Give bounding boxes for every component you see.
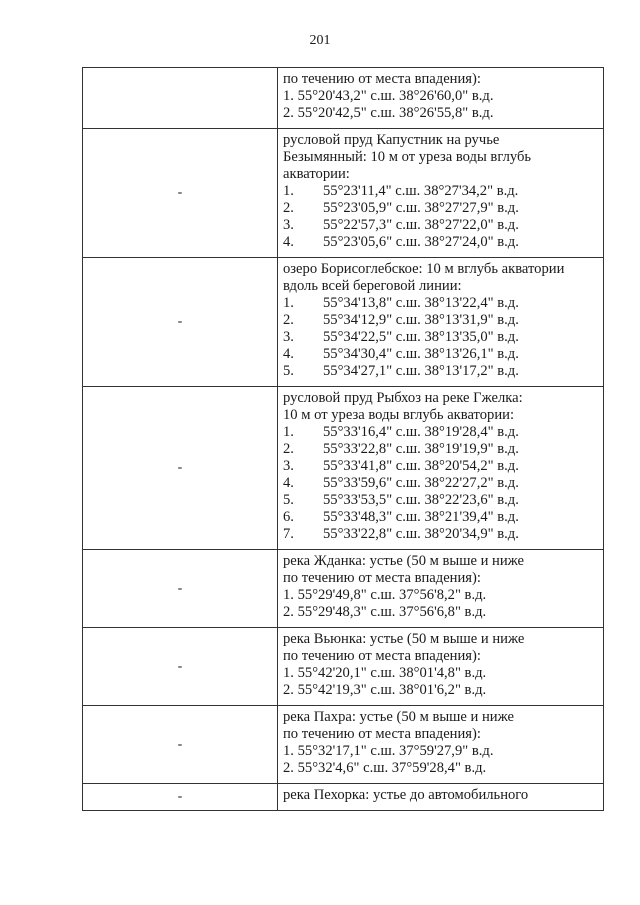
line-text: 1. 55°42'20,1" с.ш. 38°01'4,8" в.д.	[283, 665, 487, 681]
text-line	[283, 492, 599, 509]
line-text: русловой пруд Капустник на ручье	[283, 132, 500, 148]
text-line	[283, 424, 599, 441]
text-line	[283, 726, 599, 743]
row-marker-cell	[83, 628, 278, 706]
dash-marker: -	[177, 736, 183, 752]
line-text: река Пехорка: устье до автомобильного	[283, 787, 529, 803]
text-line	[283, 295, 599, 312]
dash-marker: -	[177, 460, 183, 475]
line-text: Безымянный: 10 м от уреза воды вглубь	[283, 149, 532, 165]
line-text: 10 м от уреза воды вглубь акватории:	[283, 407, 515, 423]
description-cell	[278, 784, 604, 811]
text-line	[283, 105, 599, 122]
dash-marker: -	[177, 314, 183, 329]
line-text: озеро Борисоглебское: 10 м вглубь акватории	[283, 261, 565, 277]
text-line	[283, 200, 599, 217]
point-number: 6.	[283, 509, 294, 525]
description-cell	[278, 706, 604, 784]
line-text: 2. 55°42'19,3" с.ш. 38°01'6,2" в.д.	[283, 682, 487, 698]
coordinate-text: 55°22'57,3" с.ш. 38°27'22,0" в.д.	[323, 217, 519, 233]
table-row	[83, 550, 604, 628]
point-number: 4.	[283, 234, 294, 250]
table-row	[83, 784, 604, 811]
coordinate-text: 55°33'41,8" с.ш. 38°20'54,2" в.д.	[323, 458, 519, 474]
row-marker-cell	[83, 129, 278, 258]
text-line	[283, 363, 599, 380]
table-row	[83, 129, 604, 258]
coordinate-text: 55°34'13,8" с.ш. 38°13'22,4" в.д.	[323, 295, 519, 311]
text-line	[283, 509, 599, 526]
row-marker-cell	[83, 68, 278, 129]
description-cell	[278, 258, 604, 387]
table-row	[83, 387, 604, 550]
point-number: 2.	[283, 312, 294, 328]
line-text: река Вьюнка: устье (50 м выше и ниже	[283, 631, 525, 647]
text-line	[283, 407, 599, 424]
row-marker-cell	[83, 784, 278, 811]
coordinates-table	[82, 67, 604, 811]
coordinate-text: 55°23'05,9" с.ш. 38°27'27,9" в.д.	[323, 200, 519, 216]
line-text: 2. 55°32'4,6" с.ш. 37°59'28,4" в.д.	[283, 760, 487, 776]
point-number: 2.	[283, 441, 294, 457]
point-number: 5.	[283, 492, 294, 508]
table-row	[83, 258, 604, 387]
text-line	[283, 760, 599, 777]
text-line	[283, 458, 599, 475]
description-cell	[278, 129, 604, 258]
line-text: река Пахра: устье (50 м выше и ниже	[283, 709, 514, 725]
table-row	[83, 706, 604, 784]
text-line	[283, 553, 599, 570]
point-number: 1.	[283, 183, 294, 199]
line-text: по течению от места впадения):	[283, 71, 481, 87]
dash-marker: -	[177, 658, 183, 674]
page-number: 201	[309, 33, 331, 48]
point-number: 5.	[283, 363, 294, 379]
line-text: по течению от места впадения):	[283, 648, 481, 664]
coordinate-text: 55°34'27,1" с.ш. 38°13'17,2" в.д.	[323, 363, 519, 379]
coordinate-text: 55°23'11,4" с.ш. 38°27'34,2" в.д.	[323, 183, 519, 199]
line-text: по течению от места впадения):	[283, 570, 481, 586]
line-text: 1. 55°32'17,1" с.ш. 37°59'27,9" в.д.	[283, 743, 494, 759]
text-line	[283, 71, 599, 88]
line-text: 1. 55°29'49,8" с.ш. 37°56'8,2" в.д.	[283, 587, 487, 603]
text-line	[283, 441, 599, 458]
text-line	[283, 631, 599, 648]
text-line	[283, 132, 599, 149]
text-line	[283, 234, 599, 251]
text-line	[283, 709, 599, 726]
description-cell	[278, 550, 604, 628]
description-cell	[278, 68, 604, 129]
text-line	[283, 278, 599, 295]
line-text: акватории:	[283, 166, 350, 182]
line-text: 2. 55°29'48,3" с.ш. 37°56'6,8" в.д.	[283, 604, 487, 620]
row-marker-cell	[83, 258, 278, 387]
point-number: 1.	[283, 424, 294, 440]
point-number: 2.	[283, 200, 294, 216]
text-line	[283, 587, 599, 604]
coordinate-text: 55°34'12,9" с.ш. 38°13'31,9" в.д.	[323, 312, 519, 328]
text-line	[283, 88, 599, 105]
coordinate-text: 55°33'22,8" с.ш. 38°20'34,9" в.д.	[323, 526, 519, 542]
text-line	[283, 665, 599, 682]
point-number: 7.	[283, 526, 294, 542]
dash-marker: -	[177, 185, 183, 200]
text-line	[283, 526, 599, 543]
text-line	[283, 261, 599, 278]
text-line	[283, 743, 599, 760]
row-marker-cell	[83, 550, 278, 628]
table-row	[83, 68, 604, 129]
coordinate-text: 55°33'48,3" с.ш. 38°21'39,4" в.д.	[323, 509, 519, 525]
point-number: 4.	[283, 475, 294, 491]
description-cell	[278, 628, 604, 706]
text-line	[283, 312, 599, 329]
coordinate-text: 55°33'53,5" с.ш. 38°22'23,6" в.д.	[323, 492, 519, 508]
coordinate-text: 55°34'30,4" с.ш. 38°13'26,1" в.д.	[323, 346, 519, 362]
table-row	[83, 628, 604, 706]
line-text: русловой пруд Рыбхоз на реке Гжелка:	[283, 390, 523, 406]
text-line	[283, 648, 599, 665]
text-line	[283, 475, 599, 492]
coordinate-text: 55°23'05,6" с.ш. 38°27'24,0" в.д.	[323, 234, 519, 250]
point-number: 3.	[283, 217, 294, 233]
text-line	[283, 604, 599, 621]
point-number: 3.	[283, 329, 294, 345]
dash-marker: -	[177, 580, 183, 596]
coordinate-text: 55°33'16,4" с.ш. 38°19'28,4" в.д.	[323, 424, 519, 440]
text-line	[283, 329, 599, 346]
coordinate-text: 55°34'22,5" с.ш. 38°13'35,0" в.д.	[323, 329, 519, 345]
line-text: 1. 55°20'43,2" с.ш. 38°26'60,0" в.д.	[283, 88, 494, 104]
line-text: вдоль всей береговой линии:	[283, 278, 462, 294]
text-line	[283, 149, 599, 166]
point-number: 1.	[283, 295, 294, 311]
dash-marker: -	[177, 789, 183, 804]
text-line	[283, 346, 599, 363]
line-text: река Жданка: устье (50 м выше и ниже	[283, 553, 525, 569]
line-text: 2. 55°20'42,5" с.ш. 38°26'55,8" в.д.	[283, 105, 494, 121]
text-line	[283, 166, 599, 183]
text-line	[283, 570, 599, 587]
coordinate-text: 55°33'22,8" с.ш. 38°19'19,9" в.д.	[323, 441, 519, 457]
line-text: по течению от места впадения):	[283, 726, 481, 742]
row-marker-cell	[83, 706, 278, 784]
point-number: 4.	[283, 346, 294, 362]
point-number: 3.	[283, 458, 294, 474]
row-marker-cell	[83, 387, 278, 550]
text-line	[283, 390, 599, 407]
text-line	[283, 787, 599, 804]
text-line	[283, 682, 599, 699]
description-cell	[278, 387, 604, 550]
text-line	[283, 217, 599, 234]
text-line	[283, 183, 599, 200]
coordinate-text: 55°33'59,6" с.ш. 38°22'27,2" в.д.	[323, 475, 519, 491]
